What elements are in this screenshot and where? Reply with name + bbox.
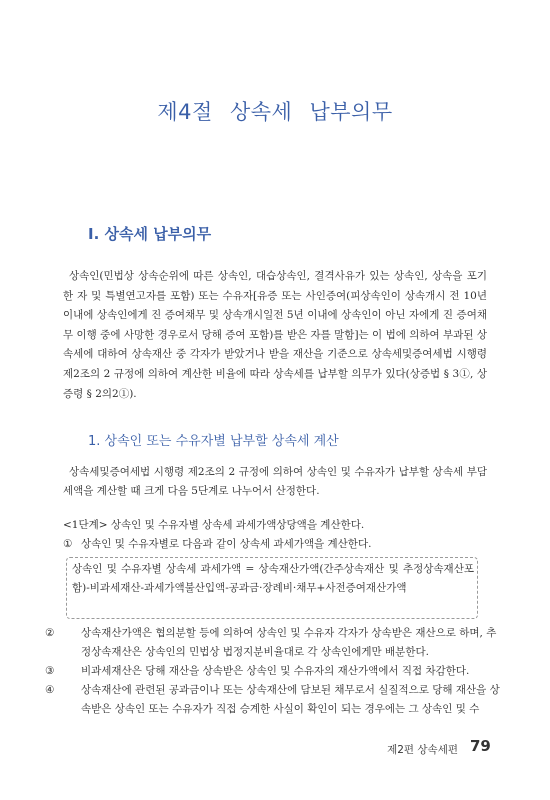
item-text: 비과세재산은 당해 재산을 상속받은 상속인 및 수유자의 재산가액에서 직접 차감한다. xyxy=(81,665,470,677)
section-paragraph-text: 상속인(민법상 상속순위에 따른 상속인, 대습상속인, 결격사유가 있는 상속인, 상속을 포기한 자 및 특별연고자를 포함) 또는 수유자[유증 또는 사인증여(피상속인이 상속개시 전 10년 이내에 상속인에게 진 증여채무 및 상속개시일전 5년 이내에 상속인이 아닌 자에게 진 증여채무 이행 중에 사망한 경우로서 당해 증여 포함)를 받은 자를 말함]는 이 법에 의하여 부과된 상속세에 대하여 상속재산 중 각자가 받았거나 받을 재산을 기준으로 상속세및증여세법 시행령 제2조의 2 규정에 의하여 계산한 비율에 따라 상속세를 납부할 의무가 있다(상증법 § 3①, 상증령 § 2의2①). xyxy=(63,270,487,400)
section-paragraph xyxy=(63,267,487,404)
step1-title: <1단계> 상속인 및 수유자별 상속세 과세가액상당액을 계산한다. xyxy=(63,519,365,531)
item-number: ② xyxy=(45,627,55,639)
item-number: ④ xyxy=(45,684,55,696)
chapter-title: 제4절 상속세 납부의무 xyxy=(157,100,393,124)
step1-item-4 xyxy=(45,681,505,719)
item-text: 상속재산가액은 협의분할 등에 의하여 상속인 및 수유자 각자가 상속받은 재산으로 하며, 추정상속재산은 상속인의 민법상 법정지분비율대로 각 상속인에게만 배분한다. xyxy=(81,627,497,658)
step1-item-3 xyxy=(45,663,505,679)
page-number: 79 xyxy=(470,737,491,755)
step1-item-2 xyxy=(45,624,505,662)
section-heading: Ⅰ. 상속세 납부의무 xyxy=(88,225,212,243)
item-number: ① xyxy=(63,538,73,550)
item-text: 상속재산에 관련된 공과금이나 또는 상속재산에 담보된 채무로서 실질적으로 당해 재산을 상속받은 상속인 또는 수유자가 직접 승계한 사실이 확인이 되는 경우에는 그 상속인 및 수 xyxy=(81,684,500,715)
subsection-paragraph xyxy=(63,463,487,501)
footer-part-label: 제2편 상속세편 xyxy=(387,744,458,756)
subsection-heading: 1. 상속인 또는 수유자별 납부할 상속세 계산 xyxy=(88,434,339,449)
item-number: ③ xyxy=(45,665,55,677)
subsection-paragraph-text: 상속세및증여세법 시행령 제2조의 2 규정에 의하여 상속인 및 수유자가 납부할 상속세 부담세액을 계산할 때 크게 다음 5단계로 나누어서 산정한다. xyxy=(63,466,487,497)
step1-item-1 xyxy=(63,536,487,552)
formula-text: 상속인 및 수유자별 상속세 과세가액 = 상속재산가액(간주상속재산 및 추정상속재산포함)-비과세재산-과세가액불산입액-공과금·장례비·채무+사전증여재산가액 xyxy=(72,563,474,594)
formula-box xyxy=(66,557,478,619)
item-text: 상속인 및 수유자별로 다음과 같이 상속세 과세가액을 계산한다. xyxy=(81,538,372,550)
